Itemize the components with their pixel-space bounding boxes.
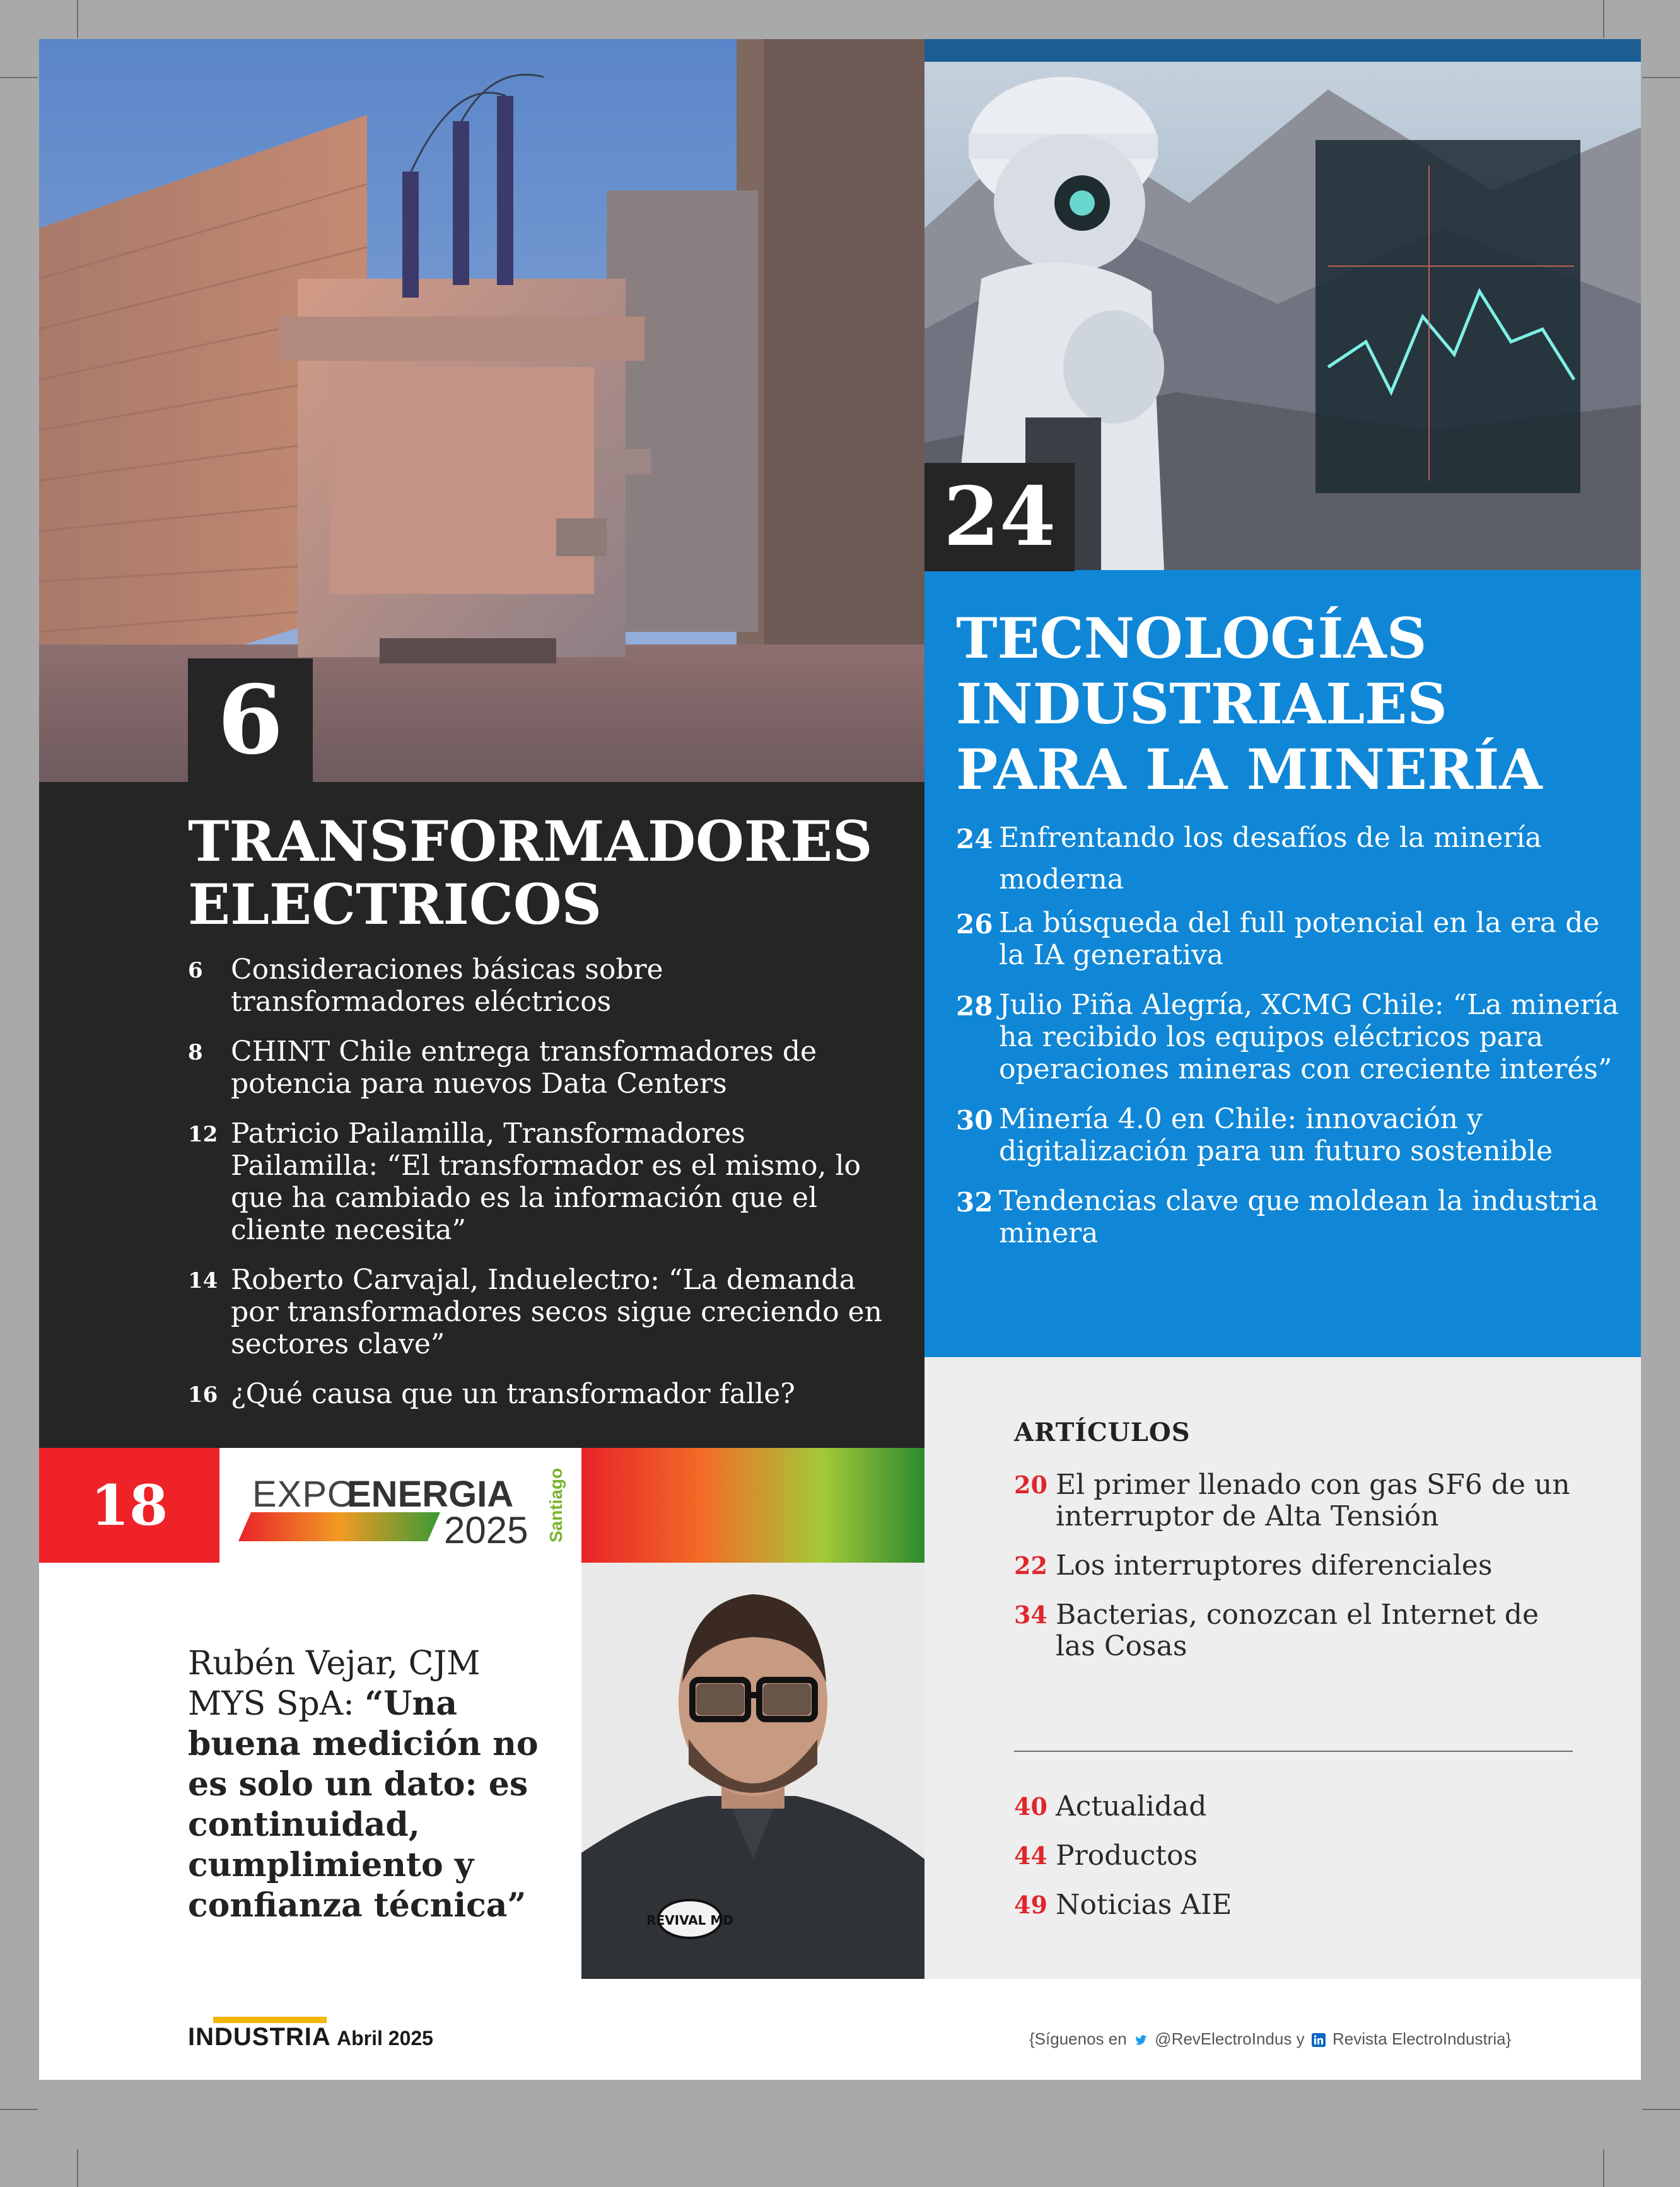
page-number: 49	[1014, 1891, 1047, 1919]
contents-item[interactable]	[956, 907, 1625, 971]
expo-energia-logo[interactable]	[219, 1448, 581, 1563]
transformer-photo	[39, 39, 925, 782]
feature-title-line: ELECTRICOS	[188, 872, 602, 937]
crop-mark	[77, 2149, 78, 2187]
feature-page-number: 24	[925, 463, 1075, 571]
contents-item[interactable]	[188, 1117, 894, 1246]
logo-city: Santiago	[546, 1467, 566, 1543]
contents-item-text: Enfrentando los desafíos de la minería moderna	[999, 822, 1542, 895]
feature-title-line: TECNOLOGÍAS	[956, 605, 1427, 671]
section-title: Productos	[1056, 1840, 1198, 1872]
article-item[interactable]	[1014, 1550, 1582, 1582]
logo-year: 2025	[444, 1509, 528, 1551]
crop-mark	[1603, 2149, 1604, 2187]
contents-item-text: ¿Qué causa que un transformador falle?	[231, 1378, 795, 1410]
page-number: 22	[1014, 1551, 1047, 1580]
article-item[interactable]	[1014, 1469, 1582, 1532]
crop-mark	[1642, 2109, 1680, 2110]
contents-item[interactable]	[956, 817, 1625, 901]
contents-item[interactable]	[956, 1103, 1625, 1167]
interviewee-name: Rubén Vejar, CJM MYS SpA:	[188, 1645, 481, 1723]
contents-item-text: Roberto Carvajal, Induelectro: “La demanda por transformadores secos sigue creciendo en sectores clave”	[231, 1264, 882, 1360]
article-title: Los interruptores diferenciales	[1056, 1549, 1493, 1582]
page-number: 12	[188, 1122, 218, 1147]
contents-item-text: CHINT Chile entrega transformadores de potencia para nuevos Data Centers	[231, 1035, 817, 1100]
contents-item-text: Patricio Pailamilla, Transformadores Pailamilla: “El transformador es el mismo, lo que ha cambiado es la información que el cliente necesita”	[231, 1117, 861, 1246]
expo-page-number: 18	[39, 1448, 219, 1563]
contents-item[interactable]	[188, 1378, 894, 1410]
interviewee-portrait	[581, 1563, 925, 1979]
feature-contents-list	[188, 954, 894, 1428]
articles-heading: ARTÍCULOS	[1014, 1418, 1191, 1447]
crop-mark	[1603, 0, 1604, 38]
article-title: Bacterias, conozcan el Internet de las Cosas	[1056, 1599, 1539, 1662]
section-title: Noticias AIE	[1056, 1889, 1232, 1921]
section-title: Actualidad	[1056, 1790, 1207, 1822]
articles-list	[1014, 1469, 1582, 1680]
page-number: 24	[956, 824, 993, 854]
twitter-link[interactable]: @RevElectroIndus	[1155, 2029, 1292, 2048]
crop-mark	[0, 2109, 38, 2110]
contents-item-text: Minería 4.0 en Chile: innovación y digitalización para un futuro sostenible	[999, 1103, 1553, 1167]
page-number: 28	[956, 991, 993, 1022]
contents-item-text: La búsqueda del full potencial en la era de la IA generativa	[999, 907, 1600, 971]
page-number: 44	[1014, 1841, 1047, 1870]
social-links	[1029, 2029, 1511, 2049]
page-number: 32	[956, 1187, 993, 1218]
section-item[interactable]	[1014, 1791, 1582, 1822]
logo-text: ENERGIA	[347, 1474, 514, 1515]
article-item[interactable]	[1014, 1599, 1582, 1662]
contents-item-text: Julio Piña Alegría, XCMG Chile: “La minería ha recibido los equipos eléctricos para operaciones mineras con creciente interés”	[999, 989, 1619, 1085]
crop-mark	[77, 0, 78, 38]
page-number: 20	[1014, 1471, 1047, 1499]
social-joiner: y	[1296, 2029, 1305, 2048]
sections-list	[1014, 1791, 1582, 1939]
crop-mark	[1642, 77, 1680, 78]
logo-text: EXPO	[252, 1474, 357, 1515]
feature-title-line: PARA LA MINERÍA	[956, 737, 1543, 802]
feature-page-number: 6	[188, 658, 313, 782]
color-gradient-band	[581, 1448, 925, 1563]
page-number: 6	[188, 958, 203, 983]
quote-text: “Una buena medición no es solo un dato: es continuidad, cumplimiento y confianza técnica”	[188, 1684, 539, 1925]
issue-date: Abril 2025	[337, 2027, 433, 2050]
magazine-logo[interactable]	[188, 2023, 331, 2051]
page-number: 30	[956, 1105, 993, 1136]
page-number: 14	[188, 1268, 218, 1293]
logo-accent	[213, 2017, 327, 2023]
contents-item[interactable]	[188, 954, 894, 1018]
page-number: 34	[1014, 1601, 1047, 1629]
shirt-logo: REVIVAL MD	[646, 1913, 733, 1928]
divider	[1014, 1751, 1573, 1752]
accent-bar	[925, 39, 1641, 62]
feature-title	[188, 808, 873, 937]
page-number: 8	[188, 1040, 203, 1065]
contents-item[interactable]	[188, 1264, 894, 1360]
social-prefix: {Síguenos en	[1029, 2029, 1127, 2048]
twitter-icon	[1134, 2033, 1148, 2047]
feature-contents-list	[956, 817, 1625, 1267]
feature-title-line: TRANSFORMADORES	[188, 808, 873, 874]
contents-item-text: Consideraciones básicas sobre transformadores eléctricos	[231, 954, 663, 1018]
linkedin-icon	[1312, 2033, 1326, 2047]
interview-quote[interactable]	[188, 1643, 541, 1926]
magazine-name: INDUSTRIA	[188, 2023, 331, 2051]
page-number: 40	[1014, 1792, 1047, 1821]
crop-mark	[0, 77, 38, 78]
section-item[interactable]	[1014, 1840, 1582, 1872]
page-number: 26	[956, 909, 993, 940]
article-title: El primer llenado con gas SF6 de un interruptor de Alta Tensión	[1056, 1469, 1570, 1532]
linkedin-link[interactable]: Revista ElectroIndustria}	[1333, 2029, 1512, 2048]
feature-title	[956, 605, 1625, 802]
section-item[interactable]	[1014, 1889, 1582, 1921]
contents-item[interactable]	[188, 1035, 894, 1100]
contents-item-text: Tendencias clave que moldean la industria minera	[999, 1185, 1599, 1249]
feature-title-line: INDUSTRIALES	[956, 671, 1447, 737]
page-number: 16	[188, 1382, 218, 1408]
contents-item[interactable]	[956, 989, 1625, 1085]
contents-item[interactable]	[956, 1185, 1625, 1249]
swoosh-icon	[238, 1512, 440, 1541]
